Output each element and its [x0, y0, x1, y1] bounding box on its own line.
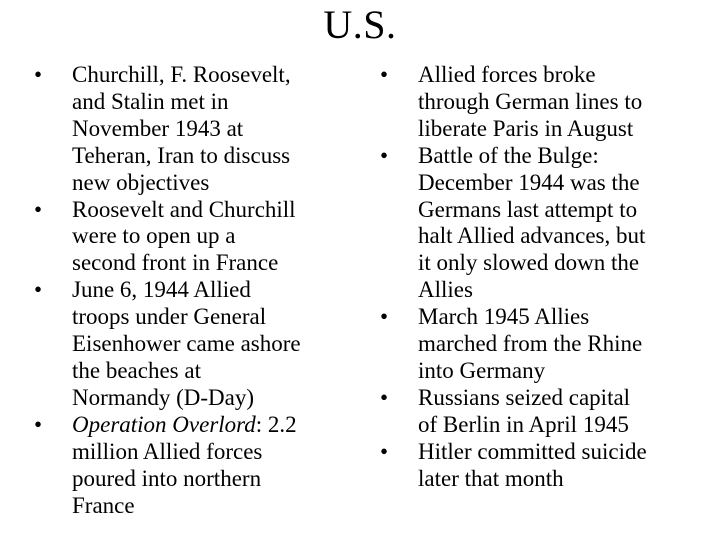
bullet-line: France — [72, 492, 135, 518]
list-item — [374, 385, 718, 439]
bullet-icon: • — [33, 411, 43, 437]
list-item — [28, 412, 368, 520]
bullet-line: Normandy (D-Day) — [72, 384, 255, 410]
bullet-line: later that month — [418, 465, 564, 491]
bullet-line: and Stalin met in — [72, 88, 229, 114]
bullet-line: new objectives — [72, 169, 210, 195]
bullet-line: Battle of the Bulge: — [418, 142, 599, 168]
bullet-icon: • — [379, 438, 389, 464]
bullet-line: troops under General — [72, 304, 267, 330]
bullet-line: it only slowed down the — [418, 250, 640, 276]
bullet-line: the beaches at — [72, 357, 201, 383]
list-item — [28, 197, 368, 278]
bullet-line: poured into northern — [72, 465, 262, 491]
bullet-icon: • — [33, 277, 43, 303]
list-item — [374, 62, 718, 143]
list-item — [374, 304, 718, 385]
bullet-line: Churchill, F. Roosevelt, — [72, 62, 291, 87]
list-item — [374, 143, 718, 304]
right-bullet-list — [374, 62, 718, 493]
bullet-line: halt Allied advances, but — [418, 223, 646, 249]
bullet-icon: • — [33, 196, 43, 222]
bullet-line: into Germany — [418, 357, 546, 383]
bullet-line: Allied forces broke — [418, 62, 596, 87]
bullet-line: of Berlin in April 1945 — [418, 411, 629, 437]
list-item — [28, 62, 368, 197]
bullet-line: Allies — [418, 277, 473, 303]
bullet-line: November 1943 at — [72, 115, 244, 141]
bullet-line: March 1945 Allies — [418, 304, 590, 330]
bullet-icon: • — [379, 62, 389, 87]
list-item — [374, 439, 718, 493]
bullet-line: were to open up a — [72, 223, 236, 249]
bullet-icon: • — [379, 384, 389, 410]
bullet-line: Teheran, Iran to discuss — [72, 142, 291, 168]
bullet-line: marched from the Rhine — [418, 331, 643, 357]
italic-term: Operation Overlord — [72, 411, 256, 437]
bullet-line: second front in France — [72, 250, 279, 276]
bullet-line: Germans last attempt to — [418, 196, 638, 222]
slide-title: U.S. — [323, 2, 397, 47]
bullet-line: through German lines to — [418, 88, 643, 114]
left-bullet-list — [28, 62, 368, 519]
bullet-icon: • — [379, 142, 389, 168]
bullet-line: Hitler committed suicide — [418, 438, 647, 464]
bullet-icon: • — [379, 304, 389, 330]
bullet-line: December 1944 was the — [418, 169, 640, 195]
bullet-icon: • — [33, 62, 43, 87]
bullet-line: Eisenhower came ashore — [72, 331, 301, 357]
bullet-line: liberate Paris in August — [418, 115, 634, 141]
list-item — [28, 277, 368, 412]
bullet-line: million Allied forces — [72, 438, 263, 464]
bullet-line: Russians seized capital — [418, 384, 631, 410]
bullet-line: Roosevelt and Churchill — [72, 196, 296, 222]
bullet-line: June 6, 1944 Allied — [72, 277, 251, 303]
bullet-line: : 2.2 — [255, 411, 297, 437]
